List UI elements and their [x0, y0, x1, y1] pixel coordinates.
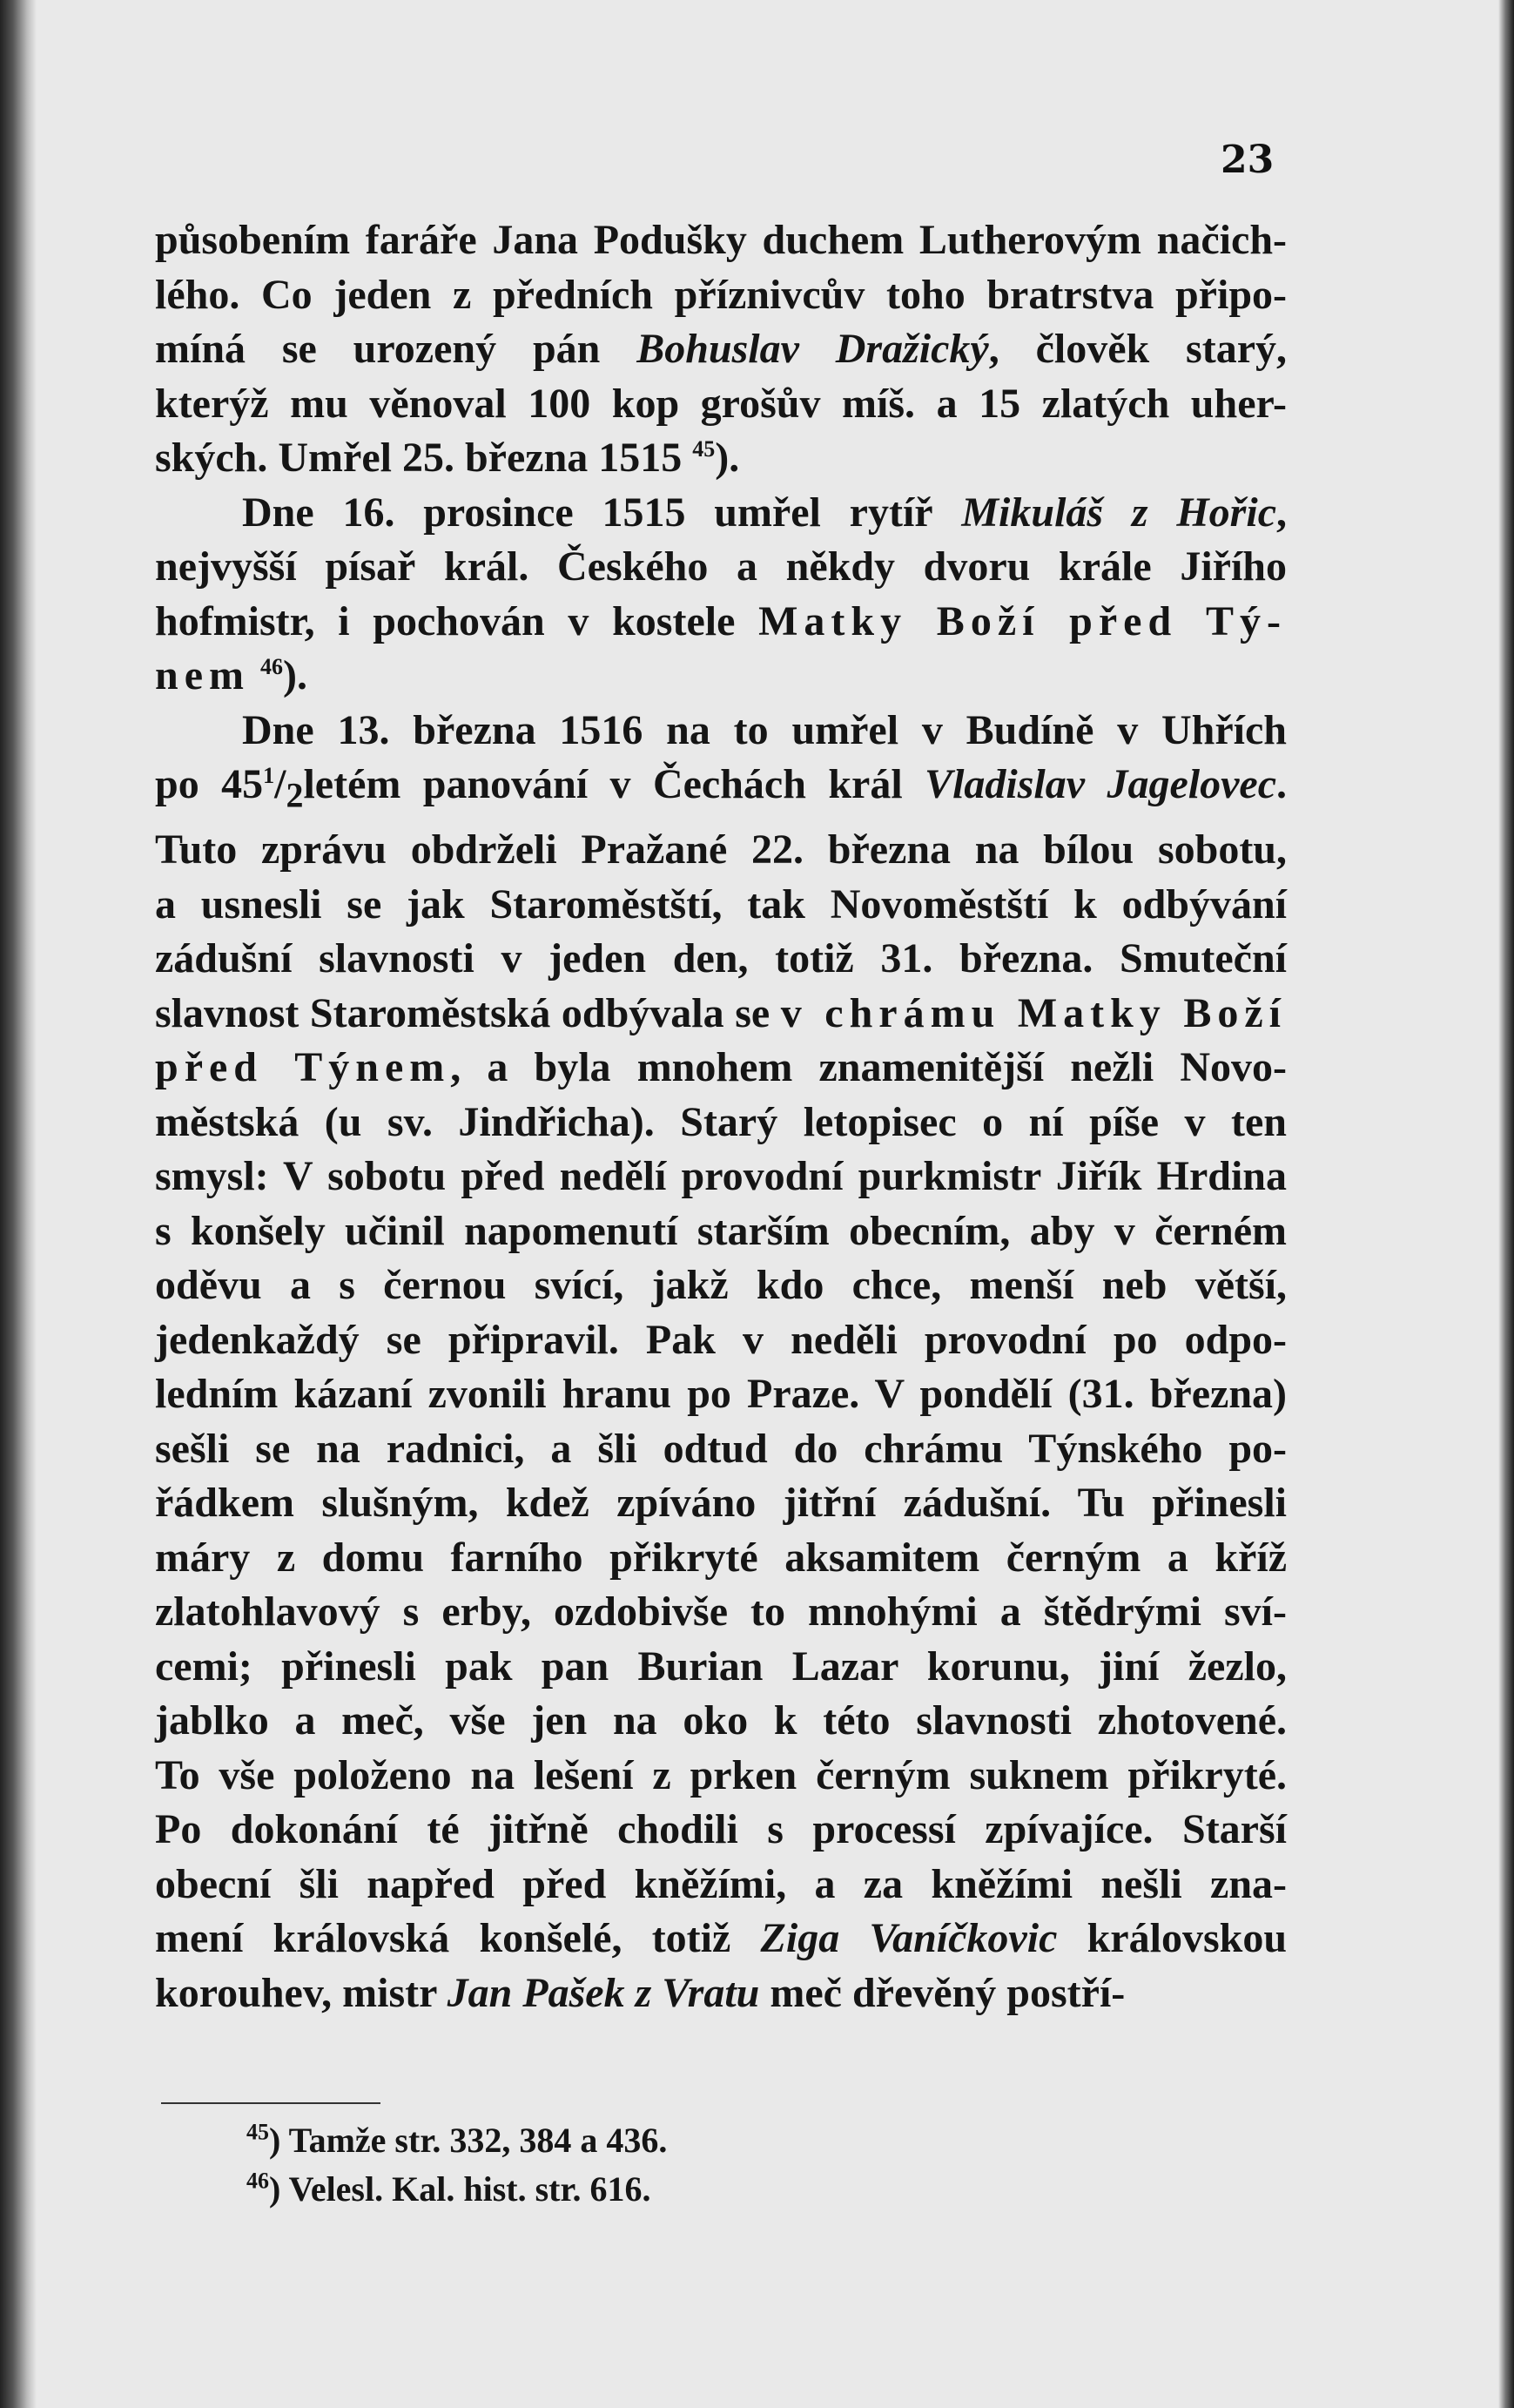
text-line: zlatohlavový s erby, ozdobivše to mnohými a štědrými sví- — [155, 1588, 1287, 1636]
page-number: 23 — [1221, 138, 1275, 182]
text-line: míná se urozený pán Bohuslav Dražický, člověk starý, — [155, 326, 1288, 372]
text-line: před Týnem, a byla mnohem znamenitější nežli Novo- — [155, 1044, 1287, 1091]
footnote: $^{45}$) Tamže str. 332, 384 a 436. — [246, 2119, 668, 2160]
text-line: Po dokonání té jitřně chodili s processí zpívajíce. Starší — [155, 1806, 1287, 1853]
paragraph — [155, 704, 1287, 2021]
text-line: korouhev, mistr Jan Pašek z Vratu meč dřevěný postří- — [155, 1969, 1126, 2016]
text-line: a usnesli se jak Staroměstští, tak Novoměstští k odbývání — [155, 880, 1287, 927]
text-line: nem $^{46}$). — [155, 652, 307, 698]
page-gutter-shadow — [0, 0, 37, 2408]
text-line: smysl: V sobotu před nedělí provodní purkmistr Jiřík Hrdina — [155, 1153, 1287, 1200]
footnote-separator — [161, 2102, 380, 2104]
text-line: lého. Co jeden z předních příznivcův toho bratrstva připo- — [155, 271, 1287, 318]
text-line: mení královská konšelé, totiž Ziga Vaníčkovic královskou — [155, 1915, 1288, 1962]
text-line: s konšely učinil napomenutí starším obecním, aby v černém — [155, 1207, 1287, 1254]
text-line: sešli se na radnici, a šli odtud do chrámu Týnského po- — [155, 1425, 1287, 1472]
text-line: Dne 13. března 1516 na to umřel v Budíně v Uhřích — [242, 706, 1287, 753]
footnote: $^{46}$) Velesl. Kal. hist. str. 616. — [246, 2168, 651, 2209]
text-line: máry z domu farního přikryté aksamitem černým a kříž — [155, 1534, 1287, 1581]
text-line: oděvu a s černou svící, jakž kdo chce, menší neb větší, — [155, 1262, 1287, 1309]
text-line: ledním kázaní zvonili hranu po Praze. V pondělí (31. března) — [155, 1371, 1287, 1418]
text-line: jedenkaždý se připravil. Pak v neděli provodní po odpo- — [155, 1316, 1287, 1363]
text-line: řádkem slušným, kdež zpíváno jitřní zádušní. Tu přinesli — [155, 1480, 1287, 1527]
text-line: Tuto zprávu obdrželi Pražané 22. března na bílou sobotu, — [155, 826, 1287, 873]
text-line: městská (u sv. Jindřicha). Starý letopisec o ní píše v ten — [155, 1098, 1287, 1145]
text-line: zádušní slavnosti v jeden den, totiž 31. března. Smuteční — [155, 935, 1287, 982]
text-line: působením faráře Jana Podušky duchem Lutherovým načich- — [155, 217, 1287, 263]
body-text — [155, 213, 1287, 2020]
page-edge-shadow — [1498, 0, 1514, 2408]
text-line: To vše položeno na lešení z prken černým suknem přikryté. — [155, 1751, 1287, 1798]
text-line: slavnost Staroměstská odbývala se v chrámu Matky Boží — [155, 989, 1288, 1036]
text-line: kterýž mu věnoval 100 kop grošův míš. a 15 zlatých uher- — [155, 380, 1287, 427]
text-line: po $45^1/_2letém$ panování v Čechách král Vladislav Jagelovec. — [155, 761, 1288, 815]
paragraph — [155, 213, 1287, 486]
text-line: Dne 16. prosince 1515 umřel rytíř Mikuláš z Hořic, — [242, 489, 1288, 536]
text-line: hofmistr, i pochován v kostele Matky Boží před Tý- — [155, 597, 1287, 644]
text-line: obecní šli napřed před kněžími, a za kněžími nešli zna- — [155, 1860, 1287, 1907]
paragraph — [155, 486, 1287, 704]
text-line: cemi; přinesli pak pan Burian Lazar korunu, jiní žezlo, — [155, 1642, 1287, 1690]
text-line: nejvyšší písař král. Českého a někdy dvoru krále Jiřího — [155, 543, 1287, 590]
footnotes — [246, 2116, 667, 2214]
text-line: jablko a meč, vše jen na oko k této slavnosti zhotovené. — [155, 1697, 1287, 1744]
text-line: ských. Umřel 25. března 1515 $^{45}$). — [155, 435, 740, 481]
